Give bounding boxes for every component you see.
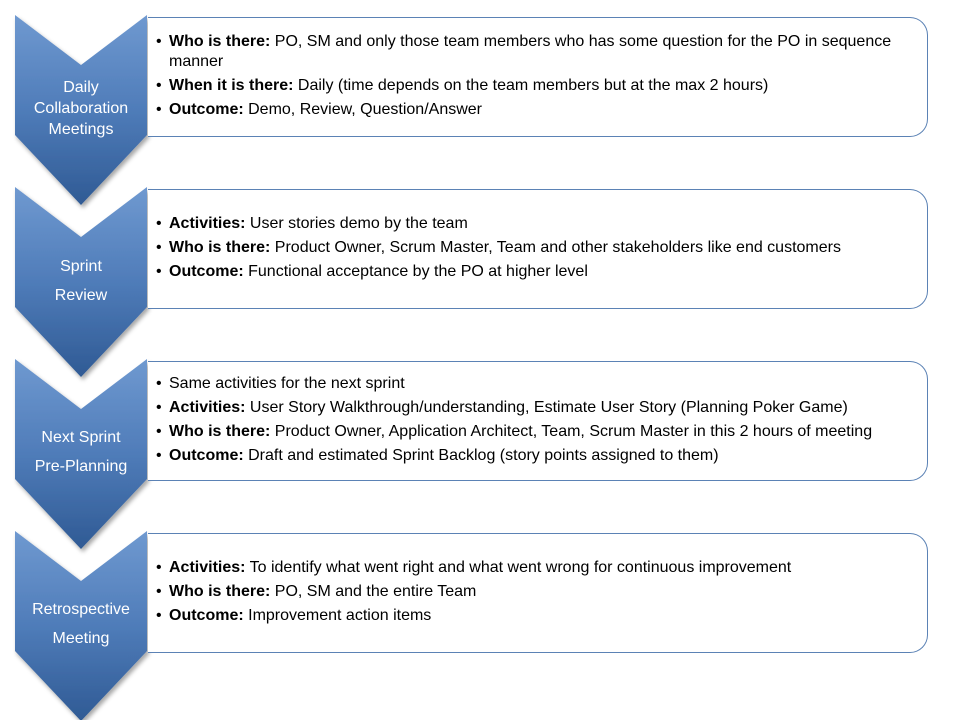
- stage-3-bullet: • Who is there: Product Owner, Application Architect, Team, Scrum Master in this 2 hours of meeting: [156, 422, 926, 442]
- stage-1-label: Daily Collaboration Meetings: [33, 79, 129, 138]
- stage-4-bullet: • Who is there: PO, SM and the entire Team: [156, 582, 926, 602]
- stage-2-bullets: [156, 214, 926, 286]
- stage-1-bullet: • When it is there: Daily (time depends on the team members but at the max 2 hours): [156, 76, 926, 96]
- stage-4-bullet: • Outcome: Improvement action items: [156, 606, 926, 626]
- stage-3-label: Next Sprint Pre-Planning: [34, 429, 128, 475]
- stage-1-bullets: [156, 32, 926, 124]
- stage-4-bullets: [156, 558, 926, 630]
- stage-2-bullet: • Activities: User stories demo by the team: [156, 214, 926, 234]
- stage-2-bullet: • Outcome: Functional acceptance by the PO at higher level: [156, 262, 926, 282]
- stage-3-bullet: • Activities: User Story Walkthrough/understanding, Estimate User Story (Planning Poker Game): [156, 398, 926, 418]
- stage-4-label: Retrospective Meeting: [32, 601, 130, 647]
- stage-3-bullet: • Same activities for the next sprint: [156, 374, 926, 394]
- stage-3-bullet: • Outcome: Draft and estimated Sprint Backlog (story points assigned to them): [156, 446, 926, 466]
- stage-1-bullet: • Outcome: Demo, Review, Question/Answer: [156, 100, 926, 120]
- stage-1-bullet: • Who is there: PO, SM and only those team members who has some question for the PO in sequence manner: [156, 32, 926, 72]
- stage-4-bullet: • Activities: To identify what went right and what went wrong for continuous improvement: [156, 558, 926, 578]
- stage-2-bullet: • Who is there: Product Owner, Scrum Master, Team and other stakeholders like end customers: [156, 238, 926, 258]
- stage-2-label: Sprint Review: [54, 258, 108, 304]
- stage-3-bullets: [156, 374, 926, 470]
